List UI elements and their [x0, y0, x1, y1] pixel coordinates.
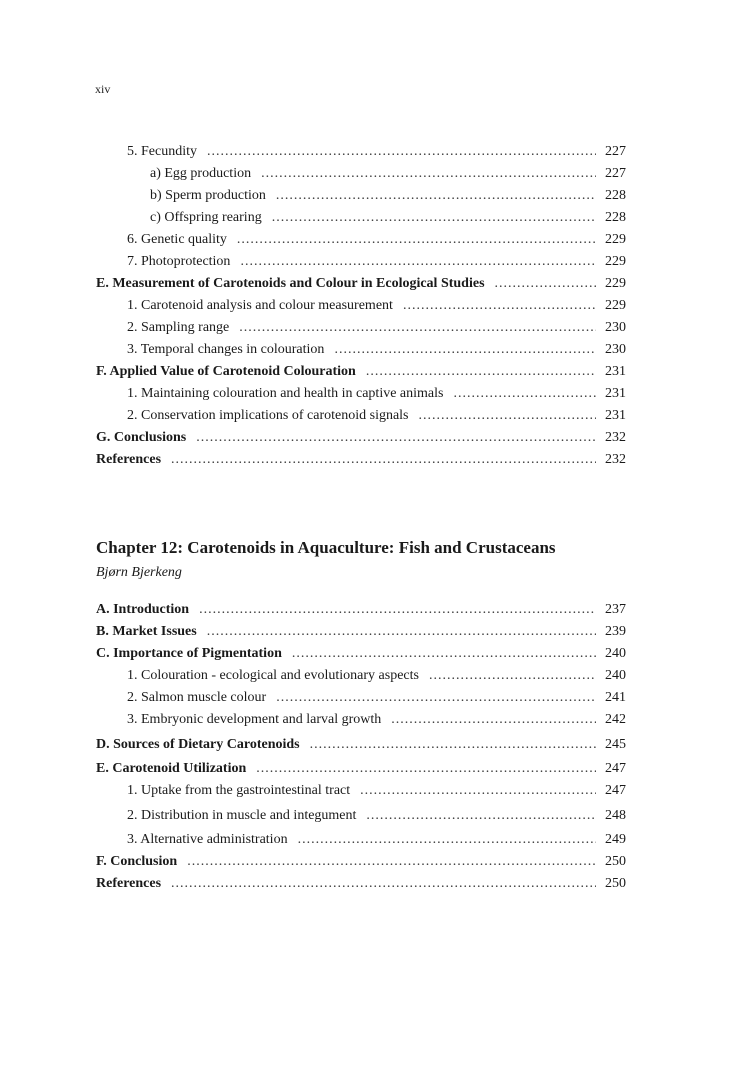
toc-entry-label: b) Sperm production [150, 188, 266, 203]
toc-entry [96, 361, 626, 383]
toc-entry-page: 229 [605, 254, 626, 269]
toc-entry-page: 231 [605, 408, 626, 423]
toc-entry-label: 2. Salmon muscle colour [127, 690, 267, 705]
toc-entry-label: E. Measurement of Carotenoids and Colour in Ecological Studies [96, 276, 485, 291]
toc-entry-label: 7. Photoprotection [127, 254, 231, 269]
toc-entry-page: 240 [605, 668, 626, 683]
toc-entry-label: C. Importance of Pigmentation [96, 646, 282, 661]
toc-entry-page: 229 [605, 298, 626, 313]
toc-section-chapter-12 [96, 599, 626, 895]
toc-entry [96, 251, 626, 273]
dot-leader [199, 599, 596, 621]
dot-leader [187, 851, 596, 873]
toc-entry-label: 2. Distribution in muscle and integument [127, 807, 357, 823]
dot-leader [366, 361, 596, 383]
toc-entry-label: 2. Sampling range [127, 320, 230, 335]
toc-entry-label: F. Applied Value of Carotenoid Colouration [96, 364, 356, 379]
dot-leader [240, 251, 596, 273]
toc-entry-label: G. Conclusions [96, 430, 187, 445]
toc-entry [96, 599, 626, 621]
toc-entry-page: 227 [605, 144, 626, 159]
dot-leader [292, 643, 596, 665]
toc-entry-label: 3. Alternative administration [127, 832, 288, 847]
toc-entry-label: D. Sources of Dietary Carotenoids [96, 736, 300, 752]
toc-entry-page: 230 [605, 342, 626, 357]
toc-entry-label: 3. Temporal changes in colouration [127, 342, 325, 357]
toc-entry-page: 245 [605, 736, 626, 752]
dot-leader [429, 665, 596, 687]
dot-leader [334, 339, 596, 361]
toc-entry-page: 247 [605, 761, 626, 776]
toc-entry-label: 1. Carotenoid analysis and colour measurement [127, 298, 393, 313]
toc-entry [96, 229, 626, 251]
toc-entry-label: 3. Embryonic development and larval growth [127, 712, 382, 727]
toc-entry-page: 241 [605, 690, 626, 705]
toc-entry [96, 643, 626, 665]
toc-entry-page: 228 [605, 210, 626, 225]
toc-entry-label: 6. Genetic quality [127, 232, 227, 247]
dot-leader [453, 383, 596, 405]
dot-leader [419, 405, 596, 427]
toc-entry-label: 1. Colouration - ecological and evolutionary aspects [127, 668, 419, 683]
dot-leader [207, 621, 596, 643]
toc-section-chapter-11 [96, 141, 626, 471]
dot-leader [207, 141, 596, 163]
chapter-author: Bjørn Bjerkeng [96, 565, 182, 580]
toc-entry [96, 687, 626, 709]
toc-entry [96, 207, 626, 229]
toc-entry-page: 230 [605, 320, 626, 335]
toc-entry [96, 141, 626, 163]
toc-entry-label: c) Offspring rearing [150, 210, 262, 225]
toc-entry [96, 317, 626, 339]
toc-entry [96, 295, 626, 317]
toc-entry-page: 237 [605, 602, 626, 617]
toc-entry [96, 805, 626, 830]
dot-leader [495, 273, 596, 295]
dot-leader [256, 758, 596, 780]
dot-leader [171, 449, 596, 471]
toc-entry-label: References [96, 876, 162, 891]
toc-entry [96, 163, 626, 185]
dot-leader [239, 317, 596, 339]
toc-entry-page: 231 [605, 364, 626, 379]
dot-leader [360, 780, 596, 802]
toc-entry [96, 829, 626, 851]
toc-entry-label: F. Conclusion [96, 854, 178, 869]
toc-entry [96, 873, 626, 895]
toc-entry-page: 229 [605, 276, 626, 291]
toc-entry-page: 250 [605, 854, 626, 869]
dot-leader [276, 687, 596, 709]
toc-entry-page: 232 [605, 430, 626, 445]
toc-entry [96, 339, 626, 361]
toc-entry-label: a) Egg production [150, 166, 252, 181]
dot-leader [366, 805, 596, 827]
toc-entry [96, 427, 626, 449]
toc-entry-label: 5. Fecundity [127, 144, 197, 159]
toc-entry-page: 228 [605, 188, 626, 203]
toc-entry-label: E. Carotenoid Utilization [96, 761, 247, 776]
toc-entry [96, 383, 626, 405]
toc-entry-page: 229 [605, 232, 626, 247]
toc-entry-page: 227 [605, 166, 626, 181]
toc-entry [96, 758, 626, 780]
toc-entry-page: 239 [605, 624, 626, 639]
toc-entry-page: 231 [605, 386, 626, 401]
toc-entry [96, 405, 626, 427]
toc-entry-label: A. Introduction [96, 602, 190, 617]
toc-entry [96, 665, 626, 687]
dot-leader [298, 829, 596, 851]
toc-entry-page: 249 [605, 832, 626, 847]
toc-entry [96, 185, 626, 207]
dot-leader [237, 229, 596, 251]
toc-entry-page: 242 [605, 712, 626, 727]
chapter-title: Chapter 12: Carotenoids in Aquaculture: Fish and Crustaceans [96, 538, 556, 557]
toc-entry [96, 449, 626, 471]
toc-entry-page: 232 [605, 452, 626, 467]
toc-entry [96, 273, 626, 295]
toc-entry [96, 621, 626, 643]
dot-leader [272, 207, 596, 229]
toc-entry-page: 240 [605, 646, 626, 661]
toc-entry [96, 709, 626, 734]
toc-entry-page: 250 [605, 876, 626, 891]
dot-leader [403, 295, 596, 317]
dot-leader [261, 163, 596, 185]
toc-entry-label: B. Market Issues [96, 624, 197, 639]
toc-entry-label: References [96, 452, 162, 467]
dot-leader [310, 734, 596, 756]
toc-entry [96, 734, 626, 759]
dot-leader [276, 185, 596, 207]
toc-entry-label: 1. Uptake from the gastrointestinal tract [127, 783, 351, 798]
toc-entry-page: 247 [605, 783, 626, 798]
toc-entry-label: 2. Conservation implications of carotenoid signals [127, 408, 409, 423]
toc-entry [96, 851, 626, 873]
dot-leader [196, 427, 596, 449]
dot-leader [391, 709, 596, 731]
toc-entry-label: 1. Maintaining colouration and health in captive animals [127, 386, 444, 401]
toc-entry-page: 248 [605, 807, 626, 823]
toc-entry [96, 780, 626, 805]
page-number: xiv [95, 82, 111, 96]
dot-leader [171, 873, 596, 895]
